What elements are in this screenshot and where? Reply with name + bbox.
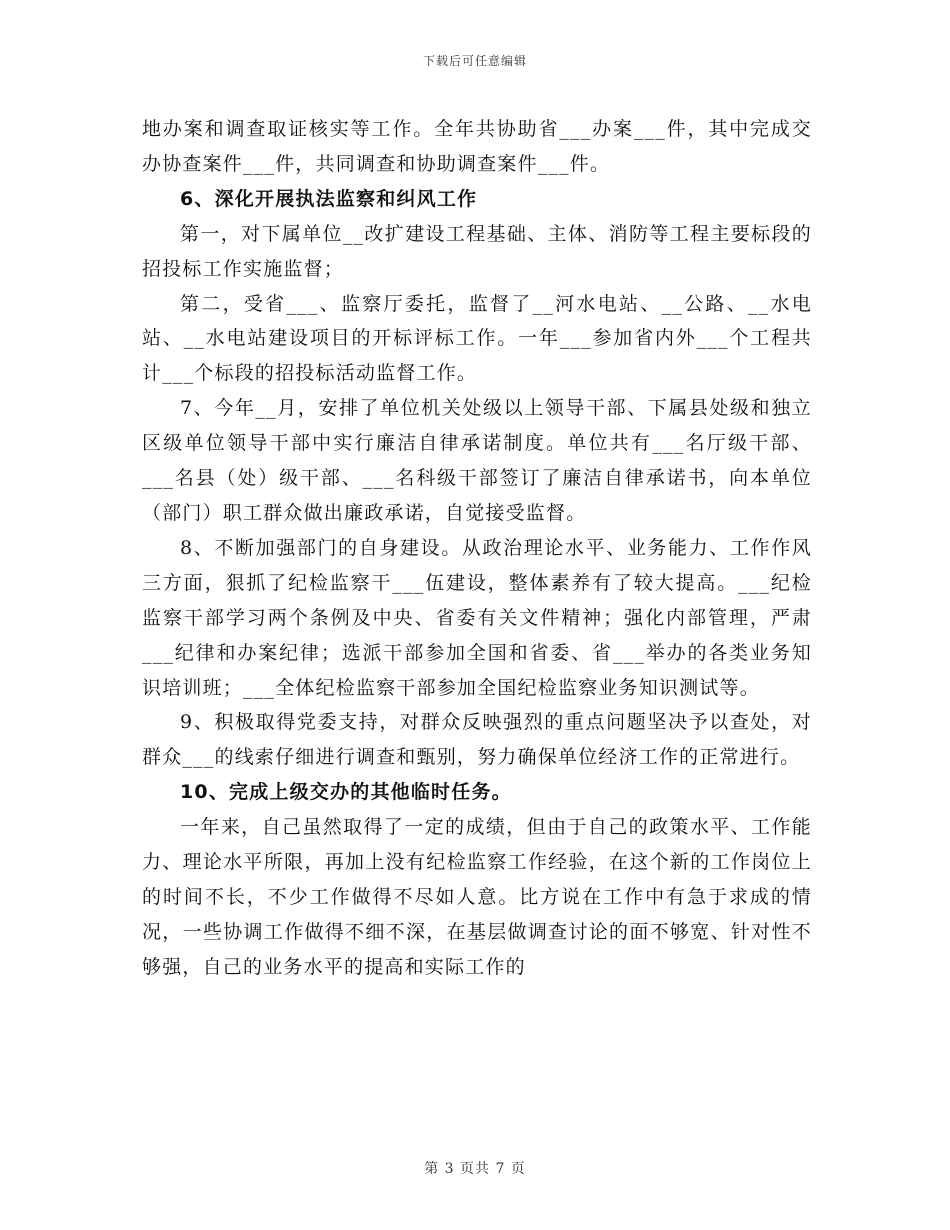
document-body (142, 112, 812, 985)
paragraph-item-9: 9、积极取得党委支持，对群众反映强烈的重点问题坚决予以查处，对群众___的线索仔细进行调查和甄别，努力确保单位经济工作的正常进行。 (142, 711, 812, 769)
paragraph-item-7: 7、今年__月，安排了单位机关处级以上领导干部、下属县处级和独立区级单位领导干部中实行廉洁自律承诺制度。单位共有___名厅级干部、___名县（处）级干部、___名科级干部签订了廉洁自律承诺书，向本单位（部门）职工群众做出廉政承诺，自觉接受监督。 (142, 397, 812, 524)
paragraph-item-8: 8、不断加强部门的自身建设。从政治理论水平、业务能力、工作作风三方面，狠抓了纪检监察干___伍建设，整体素养有了较大提高。___纪检监察干部学习两个条例及中央、省委有关文件精神；强化内部管理，严肃___纪律和办案纪律；选派干部参加全国和省委、省___举办的各类业务知识培训班；___全体纪检监察干部参加全国纪检监察业务知识测试等。 (142, 536, 812, 699)
paragraph-1: 地办案和调查取证核实等工作。全年共协助省___办案___件，其中完成交办协查案件___件，共同调查和协助调查案件___件。 (142, 118, 812, 175)
section-heading-10: 10、完成上级交办的其他临时任务。 (180, 781, 512, 804)
paragraph-second: 第二，受省___、监察厅委托，监督了__河水电站、__公路、__水电站、__水电站建设项目的开标评标工作。一年___参加省内外___个工程共计___个标段的招投标活动监督工作。 (142, 292, 812, 385)
paragraph-summary: 一年来，自己虽然取得了一定的成绩，但由于自己的政策水平、工作能力、理论水平所限，再加上没有纪检监察工作经验，在这个新的工作岗位上的时间不长，不少工作做得不尽如人意。比方说在工作中有急于求成的情况，一些协调工作做得不细不深，在基层做调查讨论的面不够宽、针对性不够强，自己的业务水平的提高和实际工作的 (142, 816, 812, 978)
page-header: 下载后可任意编辑 (422, 54, 527, 68)
page-footer: 第 3 页共 7 页 (424, 1161, 526, 1177)
paragraph-first: 第一，对下属单位__改扩建设工程基础、主体、消防等工程主要标段的招投标工作实施监督； (142, 222, 812, 280)
section-heading-6: 6、深化开展执法监察和纠风工作 (180, 187, 478, 210)
